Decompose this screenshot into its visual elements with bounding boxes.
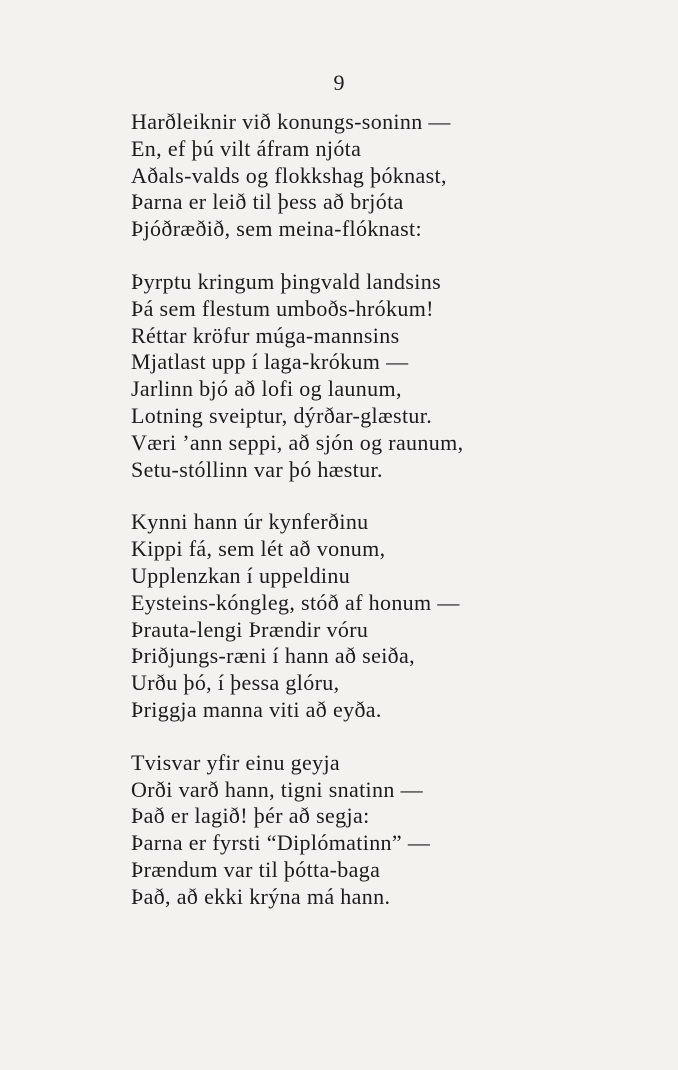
poem-line: Þjóðræðið, sem meina-flóknast: <box>131 216 422 242</box>
poem-line: Þrændum var til þótta-baga <box>131 856 381 882</box>
poem-line: Þriðjungs-ræni í hann að seiða, <box>131 643 415 669</box>
poem-line: Þarna er fyrsti “Diplómatinn” — <box>131 830 431 856</box>
stanza-1 <box>131 109 671 243</box>
poem <box>131 109 671 911</box>
poem-line: Upplenzkan í uppeldinu <box>131 562 351 588</box>
poem-line: Það er lagið! þér að segja: <box>131 803 370 829</box>
poem-line: Það, að ekki krýna má hann. <box>131 883 391 909</box>
poem-line: Urðu þó, í þessa glóru, <box>131 670 340 696</box>
poem-line: Harðleiknir við konungs-soninn — <box>131 109 451 134</box>
poem-line: Kynni hann úr kynferðinu <box>131 509 369 535</box>
poem-line: Þrauta-lengi Þrændir vóru <box>131 616 369 642</box>
stanza-2 <box>131 269 671 483</box>
poem-line: Lotning sveiptur, dýrðar-glæstur. <box>131 402 433 428</box>
stanza-4 <box>131 750 671 911</box>
page-number: 9 <box>333 70 345 95</box>
poem-line: Aðals-valds og flokkshag þóknast, <box>131 162 447 188</box>
stanza-3 <box>131 509 671 723</box>
poem-line: Tvisvar yfir einu geyja <box>131 749 341 775</box>
poem-line: Setu-stóllinn var þó hæstur. <box>131 456 383 482</box>
poem-line: Væri ’ann seppi, að sjón og raunum, <box>131 429 464 455</box>
poem-line: Þarna er leið til þess að brjóta <box>131 189 404 215</box>
poem-line: Þriggja manna viti að eyða. <box>131 696 382 722</box>
poem-line: Jarlinn bjó að lofi og launum, <box>131 376 402 402</box>
poem-line: Kippi fá, sem lét að vonum, <box>131 536 386 562</box>
poem-line: En, ef þú vilt áfram njóta <box>131 135 362 161</box>
poem-line: Mjatlast upp í laga-krókum — <box>131 349 409 375</box>
poem-line: Réttar kröfur múga-mannsins <box>131 322 400 348</box>
poem-line: Eysteins-kóngleg, stóð af honum — <box>131 589 460 615</box>
poem-line: Orði varð hann, tigni snatinn — <box>131 776 423 802</box>
poem-line: Þá sem flestum umboðs-hrókum! <box>131 295 434 321</box>
poem-line: Þyrptu kringum þingvald landsins <box>131 268 442 294</box>
